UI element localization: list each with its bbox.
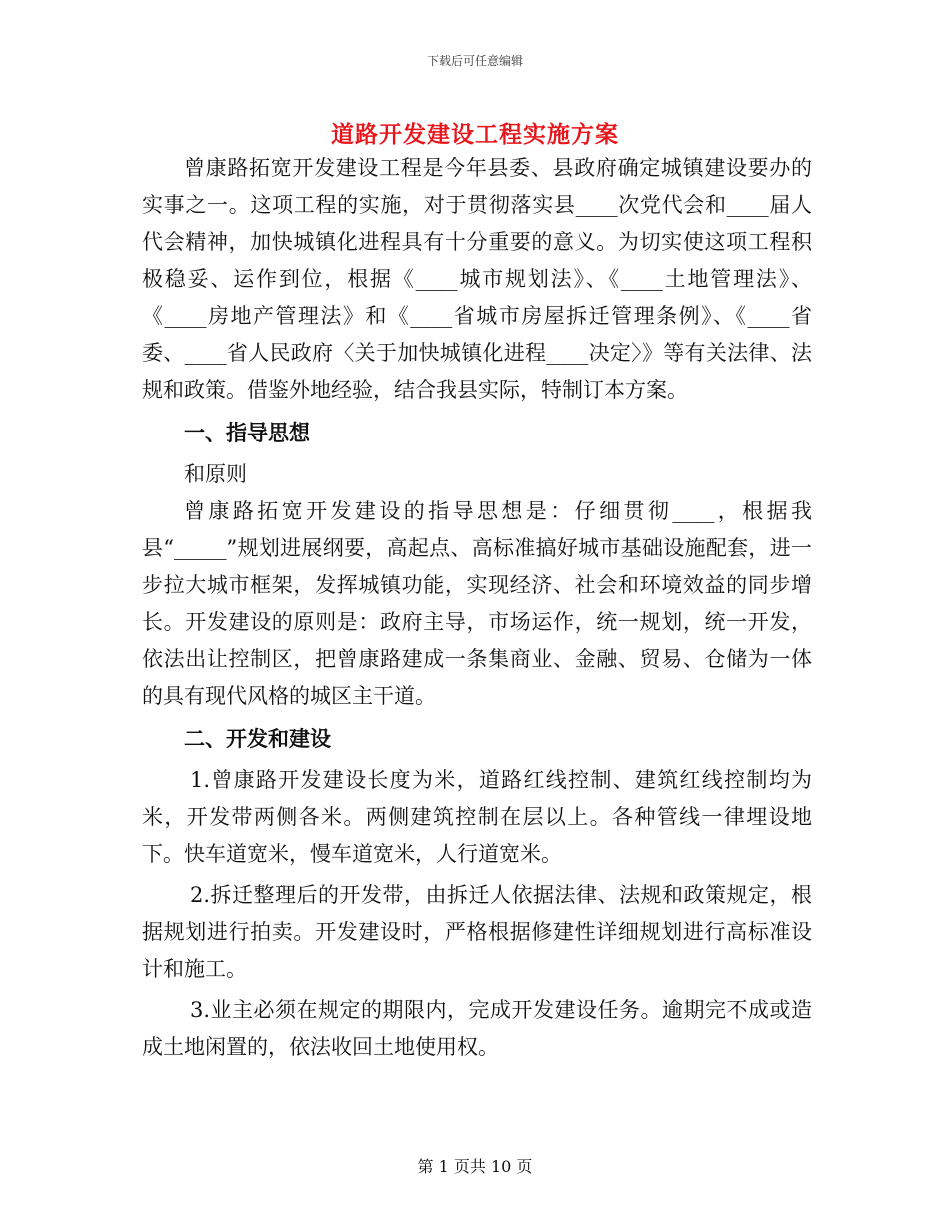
guiding-ideas-paragraph: 曾康路拓宽开发建设的指导思想是：仔细贯彻____，根据我县“_____”规划进展纲要，高起点、高标准搞好城市基础设施配套，进一步拉大城市框架，发挥城镇功能，实现经济、社会和环境效益的同步增长。开发建设的原则是：政府主导，市场运作，统一规划，统一开发，依法出让控制区，把曾康路建成一条集商业、金融、贸易、仓储为一体的具有现代风格的城区主干道。	[142, 499, 812, 708]
development-item-3: 3.业主必须在规定的期限内，完成开发建设任务。逾期完不成或造成土地闲置的，依法收回土地使用权。	[142, 998, 812, 1059]
header-note: 下载后可任意编辑	[426, 54, 523, 68]
document-body	[142, 150, 812, 1066]
section-subline-principles: 和原则	[184, 462, 247, 486]
page-footer: 第 1 页共 10 页	[417, 1157, 533, 1176]
intro-paragraph: 曾康路拓宽开发建设工程是今年县委、县政府确定城镇建设要办的实事之一。这项工程的实施，对于贯彻落实县____次党代会和____届人代会精神，加快城镇化进程具有十分重要的意义。为切实使这项工程积极稳妥、运作到位，根据《____城市规划法》、《____土地管理法》、《____房地产管理法》和《____省城市房屋拆迁管理条例》、《____省委、____省人民政府〈关于加快城镇化进程____决定〉》等有关法律、法规和政策。借鉴外地经验，结合我县实际，特制订本方案。	[142, 156, 812, 402]
section-heading-guiding-ideas: 一、指导思想	[184, 421, 310, 445]
document-title: 道路开发建设工程实施方案	[331, 121, 619, 148]
section-heading-development: 二、开发和建设	[184, 727, 331, 751]
development-item-2: 2.拆迁整理后的开发带，由拆迁人依据法律、法规和政策规定，根据规划进行拍卖。开发建设时，严格根据修建性详细规划进行高标准设计和施工。	[142, 883, 812, 981]
development-item-1: 1.曾康路开发建设长度为米，道路红线控制、建筑红线控制均为米，开发带两侧各米。两侧建筑控制在层以上。各种管线一律埋设地下。快车道宽米，慢车道宽米，人行道宽米。	[142, 768, 812, 866]
